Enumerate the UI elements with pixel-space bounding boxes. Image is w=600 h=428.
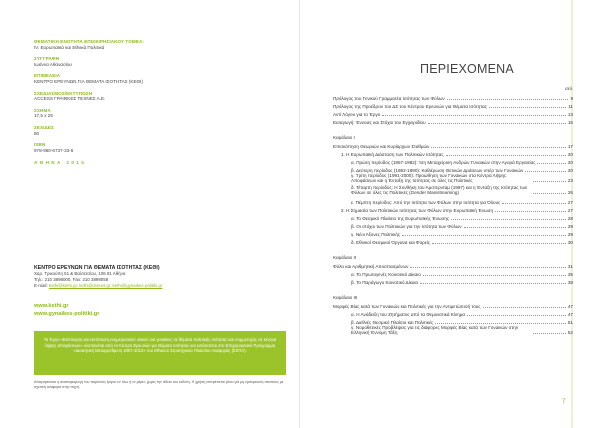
toc-leader-dots bbox=[525, 171, 566, 172]
toc-entry[interactable] bbox=[333, 117, 573, 125]
chapter-label: Κεφάλαιο II bbox=[333, 255, 357, 260]
toc-entry[interactable] bbox=[333, 185, 573, 195]
toc-leader-dots bbox=[382, 115, 566, 116]
colophon-label: ΘΕΜΑΤΙΚΗ ΕΝΟΤΗΤΑ ΕΠΙΧΕΙΡΗΣΙΑΚΟΥ ΤΟΜΕΑ: bbox=[34, 39, 145, 44]
toc-entry[interactable] bbox=[333, 229, 573, 237]
publisher-address: Χαρ. Τρικούπη 51 & Βαλτετσίου, 106 81 Αθήνα bbox=[34, 271, 126, 277]
email-label: E-mail: bbox=[34, 283, 48, 288]
toc-entry-page: 29 bbox=[567, 232, 573, 237]
toc-entry-page: 28 bbox=[567, 216, 573, 221]
toc-entry-page: 27 bbox=[567, 200, 573, 205]
chapter-label: Κεφάλαιο I bbox=[333, 135, 355, 140]
toc-entry-page: 31 bbox=[567, 264, 573, 269]
toc-entry-title: δ. Τέταρτη περίοδος: Η Συνθήκη του Άμστερνταμ (1997) και η Ένταξη της Ισότητας των Φύλων σε όλες τις Πολιτικές (Gender Mainstreaming) bbox=[351, 185, 528, 195]
colophon-label: ΕΠΙΜΕΛΕΙΑ bbox=[34, 73, 61, 79]
toc-entry[interactable] bbox=[333, 109, 573, 117]
colophon-value: ΚΕΝΤΡΟ ΕΡΕΥΝΩΝ ΓΙΑ ΘΕΜΑΤΑ ΙΣΟΤΗΤΑΣ (ΚΕΘΙ) bbox=[34, 78, 143, 84]
toc-entry[interactable] bbox=[333, 101, 573, 109]
toc-entry-title: β. Δεύτερη περίοδος (1982-1990): Καθιέρωση Θετικών Δράσεων υπέρ των Γυναικών bbox=[351, 168, 524, 173]
toc-leader-dots bbox=[432, 243, 566, 244]
toc-entry-page: 29 bbox=[567, 224, 573, 229]
toc-entry[interactable] bbox=[333, 173, 573, 183]
toc-leader-dots bbox=[420, 283, 566, 284]
publisher-name: ΚΕΝΤΡΟ ΕΡΕΥΝΩΝ ΓΙΑ ΘΕΜΑΤΑ ΙΣΟΤΗΤΑΣ (ΚΕΘΙ) bbox=[34, 265, 160, 271]
toc-entry-title: Αντί Λόγου για το Έργο bbox=[333, 112, 381, 117]
email-link[interactable]: kethi@kethi.gr, kethi@otenet.gr, kethi@gynaikes-politiki.gr bbox=[48, 283, 163, 288]
colophon-block bbox=[34, 91, 284, 102]
toc-leader-dots bbox=[489, 107, 566, 108]
toc-entry-title: α. Η Ανάδειξη του Ζητήματος από τα Φεμινιστικά Κίνημα bbox=[351, 312, 466, 317]
toc-entry-page: 20 bbox=[567, 152, 573, 157]
toc-entry-page: 47 bbox=[567, 304, 573, 309]
toc-entry[interactable] bbox=[333, 213, 573, 221]
toc-entry-title: β. Το Παράγωγο Κοινοτικό Δίκαιο bbox=[351, 280, 419, 285]
toc-entry-page: 20 bbox=[567, 168, 573, 173]
toc-entry-page: 51 bbox=[567, 320, 573, 325]
toc-leader-dots bbox=[451, 219, 566, 220]
toc-entry[interactable] bbox=[333, 221, 573, 229]
toc-leader-dots bbox=[428, 123, 566, 124]
toc-entry-page: 30 bbox=[567, 240, 573, 245]
colophon-label: ΣΧΕΔΙΑΣΜΟΣ/ΕΚΤΥΠΩΣΗ bbox=[34, 90, 93, 96]
toc-leader-dots bbox=[435, 323, 566, 324]
page-number: 7 bbox=[562, 399, 566, 405]
website-link-kethi[interactable]: www.kethi.gr bbox=[34, 303, 69, 309]
toc-entry[interactable] bbox=[333, 205, 573, 213]
colophon-label: ISBN bbox=[34, 142, 46, 148]
toc-entry[interactable] bbox=[333, 325, 573, 335]
toc-entry[interactable] bbox=[333, 165, 573, 173]
toc-entry-page: 52 bbox=[567, 330, 573, 335]
toc-entry[interactable] bbox=[333, 309, 573, 317]
toc-entry-title: Εισαγωγή: Έννοιες και Στόχοι του Εγχειριδίου bbox=[333, 120, 426, 125]
toc-entry-page: 15 bbox=[567, 120, 573, 125]
colophon-block bbox=[34, 125, 284, 136]
toc-spacer bbox=[333, 245, 573, 255]
toc-entry-title: Μορφές Βίας κατά των Γυναικών και Πολιτικές για την Αντιμετώπισή τους bbox=[333, 304, 481, 309]
toc-entry-title: Πρόλογος του Γενικού Γραμματέα Ισότητας των Φύλων bbox=[333, 96, 445, 101]
toc-entry-title: Πρόλογος της Προέδρου του ΔΣ του Κέντρου Ερευνών για Θέματα Ισότητας bbox=[333, 104, 487, 109]
colophon-block bbox=[34, 108, 284, 119]
toc-entry-title: γ. Νέοι Άξονες Πολιτικής bbox=[351, 232, 401, 237]
toc-leader-dots bbox=[533, 333, 566, 334]
copyright-footnote: Απαγορεύεται η αναπαραγωγή του παρόντος έργου εν όλω ή εν μέρει, χωρίς την άδεια του εκδότη. Η χρήση επιτρέπεται μόνο για μη εμπορικούς σκοπούς με σχετική αναφορά στην πηγή. bbox=[34, 380, 284, 389]
colophon-label: ΣΕΛΙΔΕΣ bbox=[34, 124, 54, 130]
publisher-email bbox=[34, 283, 284, 289]
toc-entry-page: 13 bbox=[567, 112, 573, 117]
toc-entry-title: ε. Πέμπτη περίοδος: Από την Ισότητα των Φύλων στην Ισότητα για Όλους bbox=[351, 200, 501, 205]
toc-entry-title: Επισκόπηση Θεωριών και Κυρίαρχων Σταθμών bbox=[333, 144, 430, 149]
toc-entry[interactable] bbox=[333, 261, 573, 269]
toc-entry-page: 17 bbox=[567, 144, 573, 149]
toc-entry-title: Φύλο και Αριθμητική Αποσπασμένων bbox=[333, 264, 409, 269]
toc-spacer bbox=[333, 285, 573, 295]
toc-leader-dots bbox=[464, 227, 566, 228]
colophon-value: 80 bbox=[34, 130, 40, 136]
website-link-gynaikes[interactable]: www.gynaikes-politiki.gr bbox=[34, 310, 100, 317]
chapter-label: Κεφάλαιο III bbox=[333, 295, 358, 300]
toc-leader-dots bbox=[533, 181, 566, 182]
toc-entry[interactable] bbox=[333, 141, 573, 149]
toc-leader-dots bbox=[431, 147, 565, 148]
toc-entry-title: α. Πρώτη περίοδος (1957-1982): Ίση Μεταχείριση Ανδρών Γυναικών στην Αγορά Εργασίας bbox=[351, 160, 536, 165]
colophon-value: 978-960-6737-33-6 bbox=[34, 147, 74, 153]
toc-entry[interactable] bbox=[333, 157, 573, 165]
toc-leader-dots bbox=[495, 211, 566, 212]
toc-title: ΠΕΡΙΕΧΟΜΕΝΑ bbox=[420, 62, 514, 76]
colophon-block bbox=[34, 39, 284, 50]
toc-leader-dots bbox=[483, 307, 566, 308]
toc-entry[interactable] bbox=[333, 317, 573, 325]
toc-leader-dots bbox=[402, 235, 566, 236]
toc-leader-dots bbox=[537, 163, 565, 164]
toc-spacer bbox=[333, 86, 573, 93]
toc-leader-dots bbox=[467, 315, 566, 316]
colophon-label: ΣΧΗΜΑ bbox=[34, 107, 51, 113]
colophon bbox=[34, 39, 284, 159]
colophon-value: ACCESS ΓΡΑΦΙΚΕΣ ΤΕΧΝΕΣ Α.Ε. bbox=[34, 96, 106, 102]
toc-entry-page: 9 bbox=[570, 96, 573, 101]
colophon-block bbox=[34, 56, 284, 67]
toc-entry-page: 47 bbox=[567, 312, 573, 317]
publisher-phone: Τηλ.: 210 3898000, Fax: 210 3898058 bbox=[34, 277, 109, 283]
toc-page-header: σελ. bbox=[565, 86, 574, 91]
toc-entry-page: 23 bbox=[567, 178, 573, 183]
toc-entry-page: 11 bbox=[568, 104, 573, 109]
toc-entry-title: α. Το Πρωτογενές Κοινοτικό Δίκαιο bbox=[351, 272, 421, 277]
toc-leader-dots bbox=[533, 193, 566, 194]
funding-notice-text: Το Έργο «Εκπόνηση και εκτύπωση ενημερωτικού υλικού για γυναίκες σε θέματα πολιτικής ισότητας και συμμετοχής σε κέντρα λήψης αποφάσεων» υλοποιείται από το Κέντρο Ερευνών για Θέματα Ισότητας και εντάσσεται στο Επιχειρησιακό Πρόγραμμα «Διοικητική Μεταρρύθμιση 2007-2013» του Εθνικού Στρατηγικού Πλαισίου Αναφοράς (ΕΣΠΑ). bbox=[43, 337, 277, 354]
colophon-label: ΣΥΓΓΡΑΦΗ bbox=[34, 56, 60, 62]
toc-entry[interactable] bbox=[333, 269, 573, 277]
colophon-value: 17,5 x 25 bbox=[34, 113, 53, 119]
toc-leader-dots bbox=[446, 155, 566, 156]
funding-notice-box bbox=[34, 331, 286, 375]
colophon-value: Ιωάννα Αθανασίου bbox=[34, 61, 72, 67]
toc-entry[interactable] bbox=[333, 93, 573, 101]
websites bbox=[34, 303, 99, 318]
toc-entry-title: δ. Εθνικοί Θεσμικοί Όργανα και Φορείς bbox=[351, 240, 431, 245]
toc-entry-page: 35 bbox=[567, 272, 573, 277]
toc-entry[interactable] bbox=[333, 277, 573, 285]
colophon-block bbox=[34, 142, 284, 153]
toc-entry-title: γ. Τρίτη περίοδος (1991-2000): Προώθηση των Γυναικών στα Κέντρα Λήψης Αποφάσεων και η Ένταξη της Ισότητας σε όλες τις Πολιτικές bbox=[351, 173, 507, 183]
toc-entry-title: α. Το Θεσμικό Πλαίσιο της Ευρωπαϊκής Ένωσης bbox=[351, 216, 450, 221]
toc-entry-title: 1. Η Ευρωπαϊκή Διάσταση των Πολιτικών Ισότητας bbox=[341, 152, 444, 157]
toc-entry[interactable] bbox=[333, 301, 573, 309]
toc-entry-title: β. Οι στόχοι των Πολιτικών για την Ισότητα των Φύλων bbox=[351, 224, 462, 229]
toc-leader-dots bbox=[447, 99, 569, 100]
toc-entry-page: 20 bbox=[567, 160, 573, 165]
toc-entry[interactable] bbox=[333, 237, 573, 245]
toc-entry-title: 2. Η Σημασία των Πολιτικών Ισότητας των Φύλων στην Ευρωπαϊκή Ένωση bbox=[341, 208, 494, 213]
toc-entry-title: γ. Νομοθετικές Προβλέψεις για τις διάφορες Μορφές Βίας κατά των Γυναικών στην Ελληνική Έννομη Τάξη bbox=[351, 325, 519, 335]
colophon-value: IV. Ευρωπαϊκά και Εθνικά Πολιτικά bbox=[34, 44, 105, 50]
colophon-block bbox=[34, 73, 284, 84]
toc-entry[interactable] bbox=[333, 197, 573, 205]
toc-entry-page: 38 bbox=[567, 280, 573, 285]
toc-entry-page: 27 bbox=[567, 208, 573, 213]
toc-spacer bbox=[333, 125, 573, 135]
toc-leader-dots bbox=[423, 275, 566, 276]
toc-leader-dots bbox=[502, 203, 566, 204]
publication-date: ΑΘΗΝΑ 2014 bbox=[34, 160, 87, 165]
publisher-contact bbox=[34, 265, 284, 289]
toc-entry-title: β. Διεθνές Θεσμικό Πλαίσιο και Πολιτικές bbox=[351, 320, 434, 325]
toc-entry-page: 26 bbox=[567, 190, 573, 195]
table-of-contents bbox=[333, 86, 573, 337]
toc-leader-dots bbox=[410, 267, 566, 268]
toc-entry[interactable] bbox=[333, 149, 573, 157]
